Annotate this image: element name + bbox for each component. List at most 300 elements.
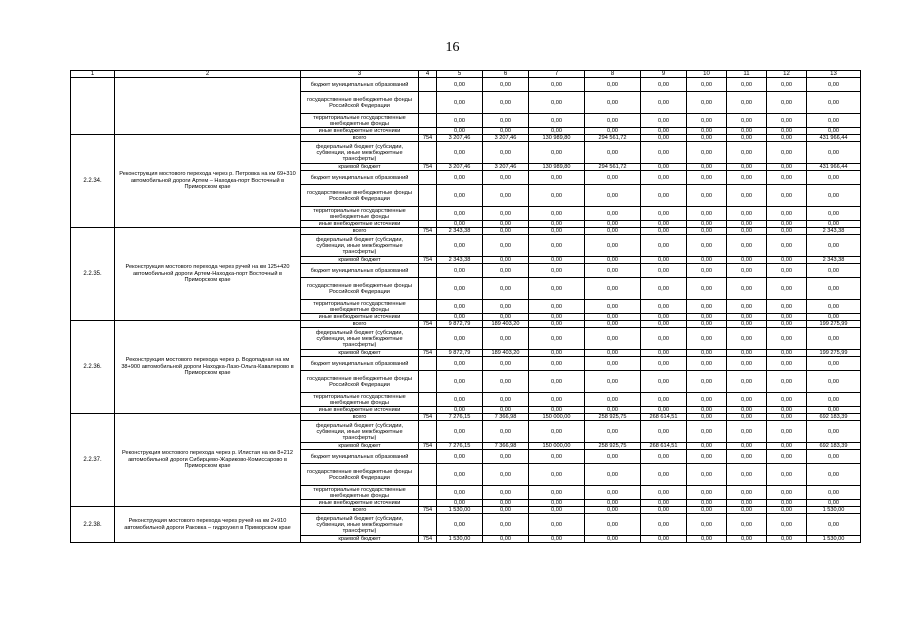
value-cell: 0,00: [807, 142, 861, 164]
value-cell: [419, 407, 437, 414]
value-cell: 0,00: [687, 350, 727, 357]
source-label: федеральный бюджет (субсидии, субвенции, иные межбюджетные трансферты): [301, 235, 419, 257]
value-cell: 0,00: [767, 264, 807, 278]
value-cell: 0,00: [585, 514, 641, 536]
value-cell: 692 183,39: [807, 443, 861, 450]
value-cell: 754: [419, 228, 437, 235]
value-cell: 0,00: [529, 514, 585, 536]
value-cell: [419, 185, 437, 207]
value-cell: 0,00: [529, 207, 585, 221]
value-cell: 0,00: [529, 450, 585, 464]
value-cell: 0,00: [529, 171, 585, 185]
value-cell: 754: [419, 536, 437, 543]
value-cell: 0,00: [483, 235, 529, 257]
value-cell: 0,00: [529, 185, 585, 207]
value-cell: 0,00: [727, 142, 767, 164]
value-cell: 0,00: [585, 142, 641, 164]
value-cell: 0,00: [767, 407, 807, 414]
value-cell: 0,00: [767, 128, 807, 135]
value-cell: 0,00: [727, 135, 767, 142]
value-cell: 692 183,39: [807, 414, 861, 421]
value-cell: 7 366,98: [483, 443, 529, 450]
value-cell: 0,00: [437, 235, 483, 257]
value-cell: 0,00: [483, 207, 529, 221]
value-cell: 1 530,00: [437, 507, 483, 514]
value-cell: 0,00: [727, 328, 767, 350]
value-cell: 0,00: [687, 264, 727, 278]
value-cell: 754: [419, 321, 437, 328]
source-label: всего: [301, 135, 419, 142]
value-cell: 2 343,38: [807, 257, 861, 264]
value-cell: 0,00: [641, 407, 687, 414]
value-cell: 0,00: [767, 78, 807, 92]
value-cell: 0,00: [767, 257, 807, 264]
source-label: всего: [301, 414, 419, 421]
value-cell: 0,00: [727, 92, 767, 114]
value-cell: 0,00: [585, 407, 641, 414]
value-cell: 0,00: [641, 500, 687, 507]
value-cell: 0,00: [585, 278, 641, 300]
value-cell: 0,00: [529, 350, 585, 357]
value-cell: 0,00: [807, 114, 861, 128]
item-code: 2.2.36.: [71, 321, 115, 414]
item-code: [71, 78, 115, 135]
value-cell: 0,00: [437, 514, 483, 536]
value-cell: 0,00: [641, 450, 687, 464]
value-cell: 0,00: [585, 464, 641, 486]
value-cell: 0,00: [641, 221, 687, 228]
value-cell: 189 403,20: [483, 321, 529, 328]
value-cell: 754: [419, 443, 437, 450]
value-cell: 0,00: [767, 514, 807, 536]
value-cell: 0,00: [767, 421, 807, 443]
value-cell: 0,00: [585, 421, 641, 443]
value-cell: 0,00: [641, 257, 687, 264]
value-cell: 0,00: [437, 128, 483, 135]
value-cell: 0,00: [529, 264, 585, 278]
value-cell: 0,00: [767, 414, 807, 421]
value-cell: 0,00: [767, 207, 807, 221]
value-cell: 0,00: [687, 500, 727, 507]
value-cell: [419, 142, 437, 164]
value-cell: 0,00: [727, 350, 767, 357]
value-cell: 0,00: [807, 500, 861, 507]
value-cell: 0,00: [585, 314, 641, 321]
source-label: краевой бюджет: [301, 536, 419, 543]
value-cell: 2 343,38: [807, 228, 861, 235]
value-cell: 0,00: [641, 114, 687, 128]
value-cell: 0,00: [687, 278, 727, 300]
value-cell: [419, 278, 437, 300]
value-cell: 0,00: [529, 128, 585, 135]
value-cell: 0,00: [687, 300, 727, 314]
header-cell: 11: [727, 71, 767, 78]
value-cell: 0,00: [807, 92, 861, 114]
value-cell: 0,00: [727, 207, 767, 221]
value-cell: 0,00: [641, 164, 687, 171]
table-row: [71, 228, 861, 235]
value-cell: 294 561,72: [585, 135, 641, 142]
value-cell: 0,00: [483, 264, 529, 278]
header-cell: 9: [641, 71, 687, 78]
value-cell: 0,00: [641, 264, 687, 278]
value-cell: 0,00: [585, 128, 641, 135]
value-cell: 0,00: [437, 407, 483, 414]
value-cell: 0,00: [767, 450, 807, 464]
value-cell: [419, 300, 437, 314]
value-cell: [419, 450, 437, 464]
value-cell: 0,00: [585, 328, 641, 350]
value-cell: 0,00: [807, 371, 861, 393]
value-cell: 0,00: [585, 350, 641, 357]
value-cell: 0,00: [687, 78, 727, 92]
source-label: бюджет муниципальных образований: [301, 171, 419, 185]
value-cell: 0,00: [767, 314, 807, 321]
value-cell: 0,00: [585, 257, 641, 264]
value-cell: 0,00: [641, 371, 687, 393]
value-cell: 0,00: [767, 371, 807, 393]
item-name: Реконструкция мостового перехода через ручей на км 125+420 автомобильной дороги Артем-Находка-порт Восточный в Приморском крае: [115, 228, 301, 321]
value-cell: 0,00: [687, 314, 727, 321]
source-label: краевой бюджет: [301, 257, 419, 264]
value-cell: [419, 464, 437, 486]
item-code: 2.2.35.: [71, 228, 115, 321]
value-cell: 0,00: [483, 221, 529, 228]
value-cell: 0,00: [585, 114, 641, 128]
value-cell: 0,00: [641, 321, 687, 328]
value-cell: 0,00: [687, 257, 727, 264]
source-label: территориальные государственные внебюджетные фонды: [301, 300, 419, 314]
value-cell: 3 207,46: [483, 164, 529, 171]
value-cell: 0,00: [727, 300, 767, 314]
value-cell: 199 275,99: [807, 350, 861, 357]
value-cell: 0,00: [437, 114, 483, 128]
value-cell: 0,00: [687, 128, 727, 135]
value-cell: [419, 264, 437, 278]
value-cell: 0,00: [529, 486, 585, 500]
value-cell: 0,00: [687, 407, 727, 414]
value-cell: 2 343,38: [437, 257, 483, 264]
value-cell: 0,00: [529, 235, 585, 257]
value-cell: 0,00: [807, 357, 861, 371]
value-cell: 0,00: [727, 536, 767, 543]
value-cell: 0,00: [687, 328, 727, 350]
value-cell: 0,00: [767, 321, 807, 328]
value-cell: 0,00: [585, 536, 641, 543]
value-cell: 150 000,00: [529, 443, 585, 450]
value-cell: 0,00: [529, 536, 585, 543]
value-cell: 0,00: [727, 414, 767, 421]
value-cell: 0,00: [687, 221, 727, 228]
value-cell: 0,00: [483, 536, 529, 543]
value-cell: 0,00: [727, 486, 767, 500]
value-cell: 0,00: [483, 328, 529, 350]
value-cell: [419, 371, 437, 393]
header-cell: 13: [807, 71, 861, 78]
table-row: [71, 135, 861, 142]
value-cell: 0,00: [529, 371, 585, 393]
value-cell: 0,00: [641, 536, 687, 543]
value-cell: 0,00: [529, 228, 585, 235]
value-cell: 0,00: [767, 164, 807, 171]
header-cell: 5: [437, 71, 483, 78]
source-label: иные внебюджетные источники: [301, 407, 419, 414]
value-cell: 0,00: [727, 357, 767, 371]
source-label: бюджет муниципальных образований: [301, 78, 419, 92]
value-cell: 0,00: [767, 350, 807, 357]
value-cell: 0,00: [483, 92, 529, 114]
value-cell: 0,00: [767, 135, 807, 142]
value-cell: 0,00: [437, 207, 483, 221]
value-cell: 0,00: [483, 257, 529, 264]
value-cell: 0,00: [767, 536, 807, 543]
value-cell: 0,00: [437, 142, 483, 164]
value-cell: 0,00: [767, 185, 807, 207]
value-cell: 1 530,00: [807, 536, 861, 543]
value-cell: 9 872,79: [437, 350, 483, 357]
value-cell: 0,00: [529, 78, 585, 92]
value-cell: 0,00: [807, 328, 861, 350]
value-cell: 0,00: [641, 464, 687, 486]
value-cell: 0,00: [585, 321, 641, 328]
value-cell: 0,00: [687, 228, 727, 235]
value-cell: 0,00: [767, 142, 807, 164]
value-cell: 0,00: [767, 114, 807, 128]
value-cell: 0,00: [767, 464, 807, 486]
value-cell: 3 207,46: [437, 135, 483, 142]
value-cell: 0,00: [727, 507, 767, 514]
value-cell: 0,00: [687, 464, 727, 486]
value-cell: 0,00: [529, 142, 585, 164]
value-cell: 0,00: [483, 128, 529, 135]
value-cell: 0,00: [529, 507, 585, 514]
value-cell: 754: [419, 350, 437, 357]
value-cell: 0,00: [437, 328, 483, 350]
value-cell: 0,00: [807, 464, 861, 486]
value-cell: 0,00: [687, 92, 727, 114]
value-cell: 0,00: [687, 450, 727, 464]
value-cell: 0,00: [727, 185, 767, 207]
source-label: краевой бюджет: [301, 443, 419, 450]
value-cell: [419, 314, 437, 321]
source-label: территориальные государственные внебюджетные фонды: [301, 114, 419, 128]
value-cell: 0,00: [727, 221, 767, 228]
budget-table: [70, 70, 861, 543]
value-cell: 0,00: [807, 393, 861, 407]
header-cell: 6: [483, 71, 529, 78]
value-cell: 0,00: [727, 235, 767, 257]
value-cell: 258 925,75: [585, 414, 641, 421]
value-cell: [419, 78, 437, 92]
header-cell: 2: [115, 71, 301, 78]
table-row: [71, 414, 861, 421]
value-cell: 0,00: [585, 221, 641, 228]
value-cell: 0,00: [641, 235, 687, 257]
value-cell: 0,00: [807, 128, 861, 135]
value-cell: 0,00: [483, 407, 529, 414]
value-cell: 0,00: [585, 228, 641, 235]
value-cell: 0,00: [807, 171, 861, 185]
value-cell: 0,00: [437, 486, 483, 500]
value-cell: 0,00: [585, 78, 641, 92]
value-cell: 0,00: [585, 486, 641, 500]
value-cell: 0,00: [727, 500, 767, 507]
value-cell: 0,00: [529, 300, 585, 314]
value-cell: 7 366,98: [483, 414, 529, 421]
value-cell: 0,00: [585, 500, 641, 507]
value-cell: 0,00: [727, 464, 767, 486]
value-cell: 1 530,00: [437, 536, 483, 543]
header-cell: 3: [301, 71, 419, 78]
value-cell: 0,00: [585, 393, 641, 407]
source-label: всего: [301, 507, 419, 514]
value-cell: 0,00: [687, 185, 727, 207]
source-label: государственные внебюджетные фонды Российской Федерации: [301, 464, 419, 486]
value-cell: 0,00: [529, 314, 585, 321]
value-cell: 0,00: [437, 185, 483, 207]
value-cell: 0,00: [483, 142, 529, 164]
value-cell: 0,00: [767, 300, 807, 314]
value-cell: 3 207,46: [437, 164, 483, 171]
value-cell: 130 989,80: [529, 135, 585, 142]
value-cell: [419, 486, 437, 500]
header-row: [71, 71, 861, 78]
item-name: Реконструкция мостового перехода через р. Петровка на км 69+310 автомобильной дороги Артем – Находка-порт Восточный в Приморском крае: [115, 135, 301, 228]
value-cell: [419, 221, 437, 228]
value-cell: [419, 171, 437, 185]
value-cell: 0,00: [529, 464, 585, 486]
value-cell: 0,00: [529, 257, 585, 264]
value-cell: 0,00: [807, 221, 861, 228]
value-cell: 0,00: [807, 314, 861, 321]
value-cell: 0,00: [687, 164, 727, 171]
value-cell: 0,00: [483, 314, 529, 321]
value-cell: [419, 357, 437, 371]
value-cell: 0,00: [807, 407, 861, 414]
value-cell: 0,00: [641, 357, 687, 371]
source-label: всего: [301, 321, 419, 328]
value-cell: [419, 393, 437, 407]
value-cell: 0,00: [529, 114, 585, 128]
source-label: государственные внебюджетные фонды Российской Федерации: [301, 371, 419, 393]
value-cell: 431 966,44: [807, 164, 861, 171]
value-cell: 0,00: [585, 357, 641, 371]
source-label: иные внебюджетные источники: [301, 314, 419, 321]
value-cell: 0,00: [483, 171, 529, 185]
value-cell: 0,00: [437, 393, 483, 407]
value-cell: 0,00: [483, 78, 529, 92]
value-cell: 0,00: [529, 407, 585, 414]
value-cell: [419, 328, 437, 350]
value-cell: 0,00: [437, 264, 483, 278]
value-cell: 0,00: [727, 371, 767, 393]
value-cell: 0,00: [641, 171, 687, 185]
value-cell: 0,00: [727, 164, 767, 171]
source-label: государственные внебюджетные фонды Российской Федерации: [301, 92, 419, 114]
value-cell: 0,00: [641, 507, 687, 514]
value-cell: 0,00: [727, 421, 767, 443]
value-cell: 0,00: [529, 328, 585, 350]
value-cell: 0,00: [807, 278, 861, 300]
value-cell: 431 966,44: [807, 135, 861, 142]
value-cell: 0,00: [641, 350, 687, 357]
source-label: государственные внебюджетные фонды Российской Федерации: [301, 278, 419, 300]
value-cell: 0,00: [585, 185, 641, 207]
source-label: всего: [301, 228, 419, 235]
source-label: федеральный бюджет (субсидии, субвенции, иные межбюджетные трансферты): [301, 421, 419, 443]
value-cell: 0,00: [437, 357, 483, 371]
source-label: краевой бюджет: [301, 350, 419, 357]
value-cell: 754: [419, 164, 437, 171]
value-cell: [419, 235, 437, 257]
value-cell: 0,00: [727, 228, 767, 235]
value-cell: 0,00: [641, 328, 687, 350]
value-cell: 0,00: [767, 443, 807, 450]
source-label: федеральный бюджет (субсидии, субвенции, иные межбюджетные трансферты): [301, 328, 419, 350]
value-cell: 0,00: [727, 450, 767, 464]
value-cell: 0,00: [767, 357, 807, 371]
value-cell: [419, 128, 437, 135]
item-name: Реконструкция мостового перехода через ручей на км 2+910 автомобильной дороги Раковка – гидроузел в Приморском крае: [115, 507, 301, 543]
source-label: бюджет муниципальных образований: [301, 264, 419, 278]
value-cell: 3 207,46: [483, 135, 529, 142]
value-cell: 0,00: [483, 421, 529, 443]
value-cell: 0,00: [687, 536, 727, 543]
value-cell: 0,00: [483, 450, 529, 464]
value-cell: [419, 92, 437, 114]
value-cell: 0,00: [767, 328, 807, 350]
value-cell: 0,00: [529, 393, 585, 407]
value-cell: 294 561,72: [585, 164, 641, 171]
value-cell: 0,00: [687, 514, 727, 536]
value-cell: 0,00: [483, 114, 529, 128]
value-cell: 0,00: [641, 278, 687, 300]
value-cell: 0,00: [585, 507, 641, 514]
value-cell: 0,00: [767, 278, 807, 300]
value-cell: 0,00: [807, 207, 861, 221]
source-label: бюджет муниципальных образований: [301, 450, 419, 464]
value-cell: 0,00: [529, 221, 585, 228]
value-cell: 189 403,20: [483, 350, 529, 357]
value-cell: 0,00: [687, 393, 727, 407]
value-cell: 0,00: [641, 78, 687, 92]
value-cell: 0,00: [641, 300, 687, 314]
value-cell: 0,00: [687, 421, 727, 443]
value-cell: 0,00: [687, 171, 727, 185]
value-cell: 0,00: [807, 514, 861, 536]
value-cell: 0,00: [529, 500, 585, 507]
value-cell: 0,00: [437, 314, 483, 321]
value-cell: 0,00: [767, 221, 807, 228]
value-cell: 0,00: [727, 278, 767, 300]
value-cell: 0,00: [767, 235, 807, 257]
value-cell: 268 614,51: [641, 443, 687, 450]
value-cell: 0,00: [437, 421, 483, 443]
header-cell: 1: [71, 71, 115, 78]
value-cell: 754: [419, 414, 437, 421]
item-code: 2.2.38.: [71, 507, 115, 543]
value-cell: 0,00: [437, 92, 483, 114]
value-cell: [419, 514, 437, 536]
value-cell: 0,00: [641, 486, 687, 500]
value-cell: 0,00: [767, 500, 807, 507]
source-label: государственные внебюджетные фонды Российской Федерации: [301, 185, 419, 207]
item-name: Реконструкция мостового перехода через р. Водопадная на км 38+900 автомобильной дороги Находка-Лазо-Ольга-Кавалерово в Приморском крае: [115, 321, 301, 414]
value-cell: 0,00: [767, 228, 807, 235]
value-cell: 0,00: [687, 507, 727, 514]
value-cell: 0,00: [585, 264, 641, 278]
value-cell: 0,00: [687, 135, 727, 142]
